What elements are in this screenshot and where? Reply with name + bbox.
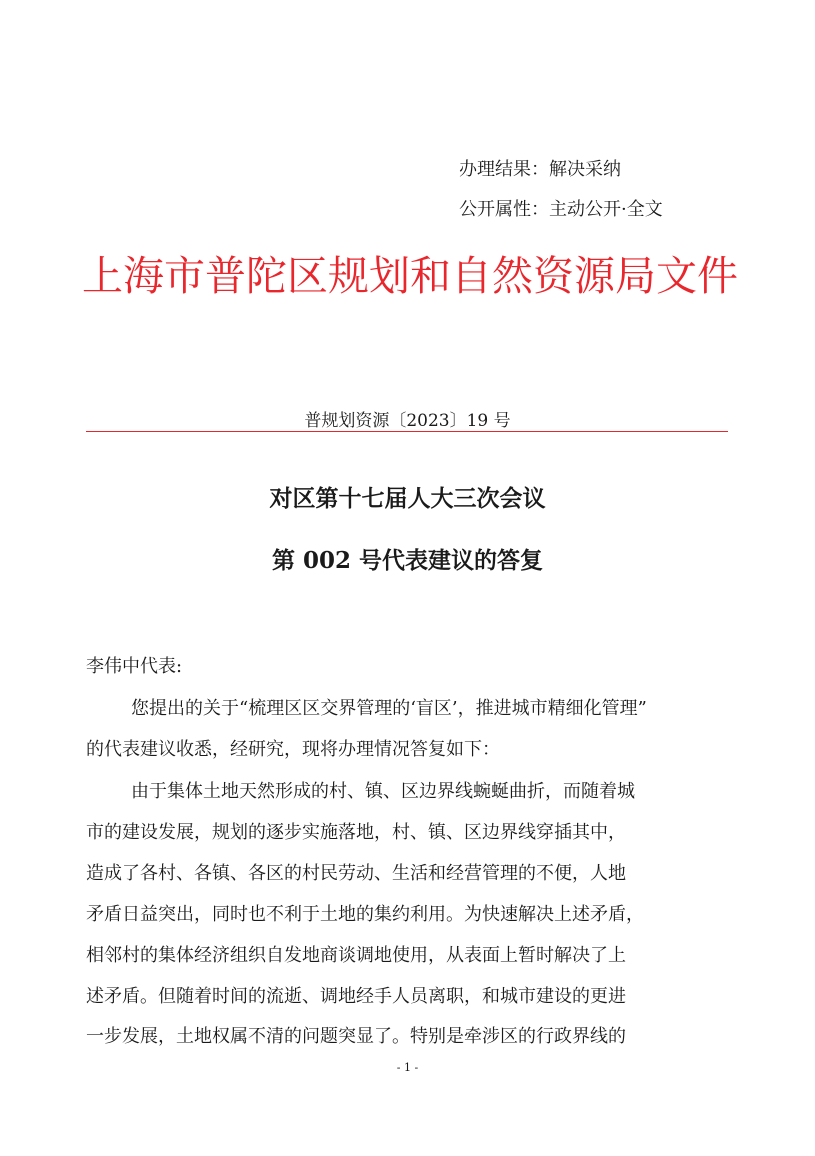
body-line: 述矛盾。但随着时间的流逝、调地经手人员离职，和城市建设的更进: [86, 986, 626, 1007]
handling-result: 办理结果：解决采纳: [459, 159, 621, 180]
body-line: 市的建设发展，规划的逐步实施落地，村、镇、区边界线穿插其中，: [86, 822, 626, 843]
salutation: 李伟中代表:: [86, 656, 183, 677]
page-number: - 1 -: [396, 1061, 419, 1074]
body-line: 由于集体土地天然形成的村、镇、区边界线蜿蜒曲折，而随着城: [131, 781, 635, 802]
body-line: 造成了各村、各镇、各区的村民劳动、生活和经营管理的不便，人地: [86, 863, 626, 884]
title-line-2: 第 002 号代表建议的答复: [271, 547, 544, 574]
document-number: 普规划资源〔2023〕19 号: [304, 411, 511, 431]
header-divider: [86, 431, 728, 432]
disclosure-attribute: 公开属性：主动公开·全文: [459, 199, 663, 220]
body-line: 相邻村的集体经济组织自发地商谈调地使用，从表面上暂时解决了上: [86, 945, 626, 966]
body-line: 一步发展，土地权属不清的问题突显了。特别是牵涉区的行政界线的: [86, 1026, 626, 1047]
body-line: 您提出的关于“梳理区区交界管理的‘盲区’，推进城市精细化管理”: [131, 698, 647, 719]
issuer-header: 上海市普陀区规划和自然资源局文件: [82, 252, 738, 300]
body-line: 的代表建议收悉，经研究，现将办理情况答复如下：: [86, 739, 500, 760]
body-line: 矛盾日益突出，同时也不利于土地的集约利用。为快速解决上述矛盾，: [86, 904, 644, 925]
title-line-1: 对区第十七届人大三次会议: [269, 485, 546, 512]
